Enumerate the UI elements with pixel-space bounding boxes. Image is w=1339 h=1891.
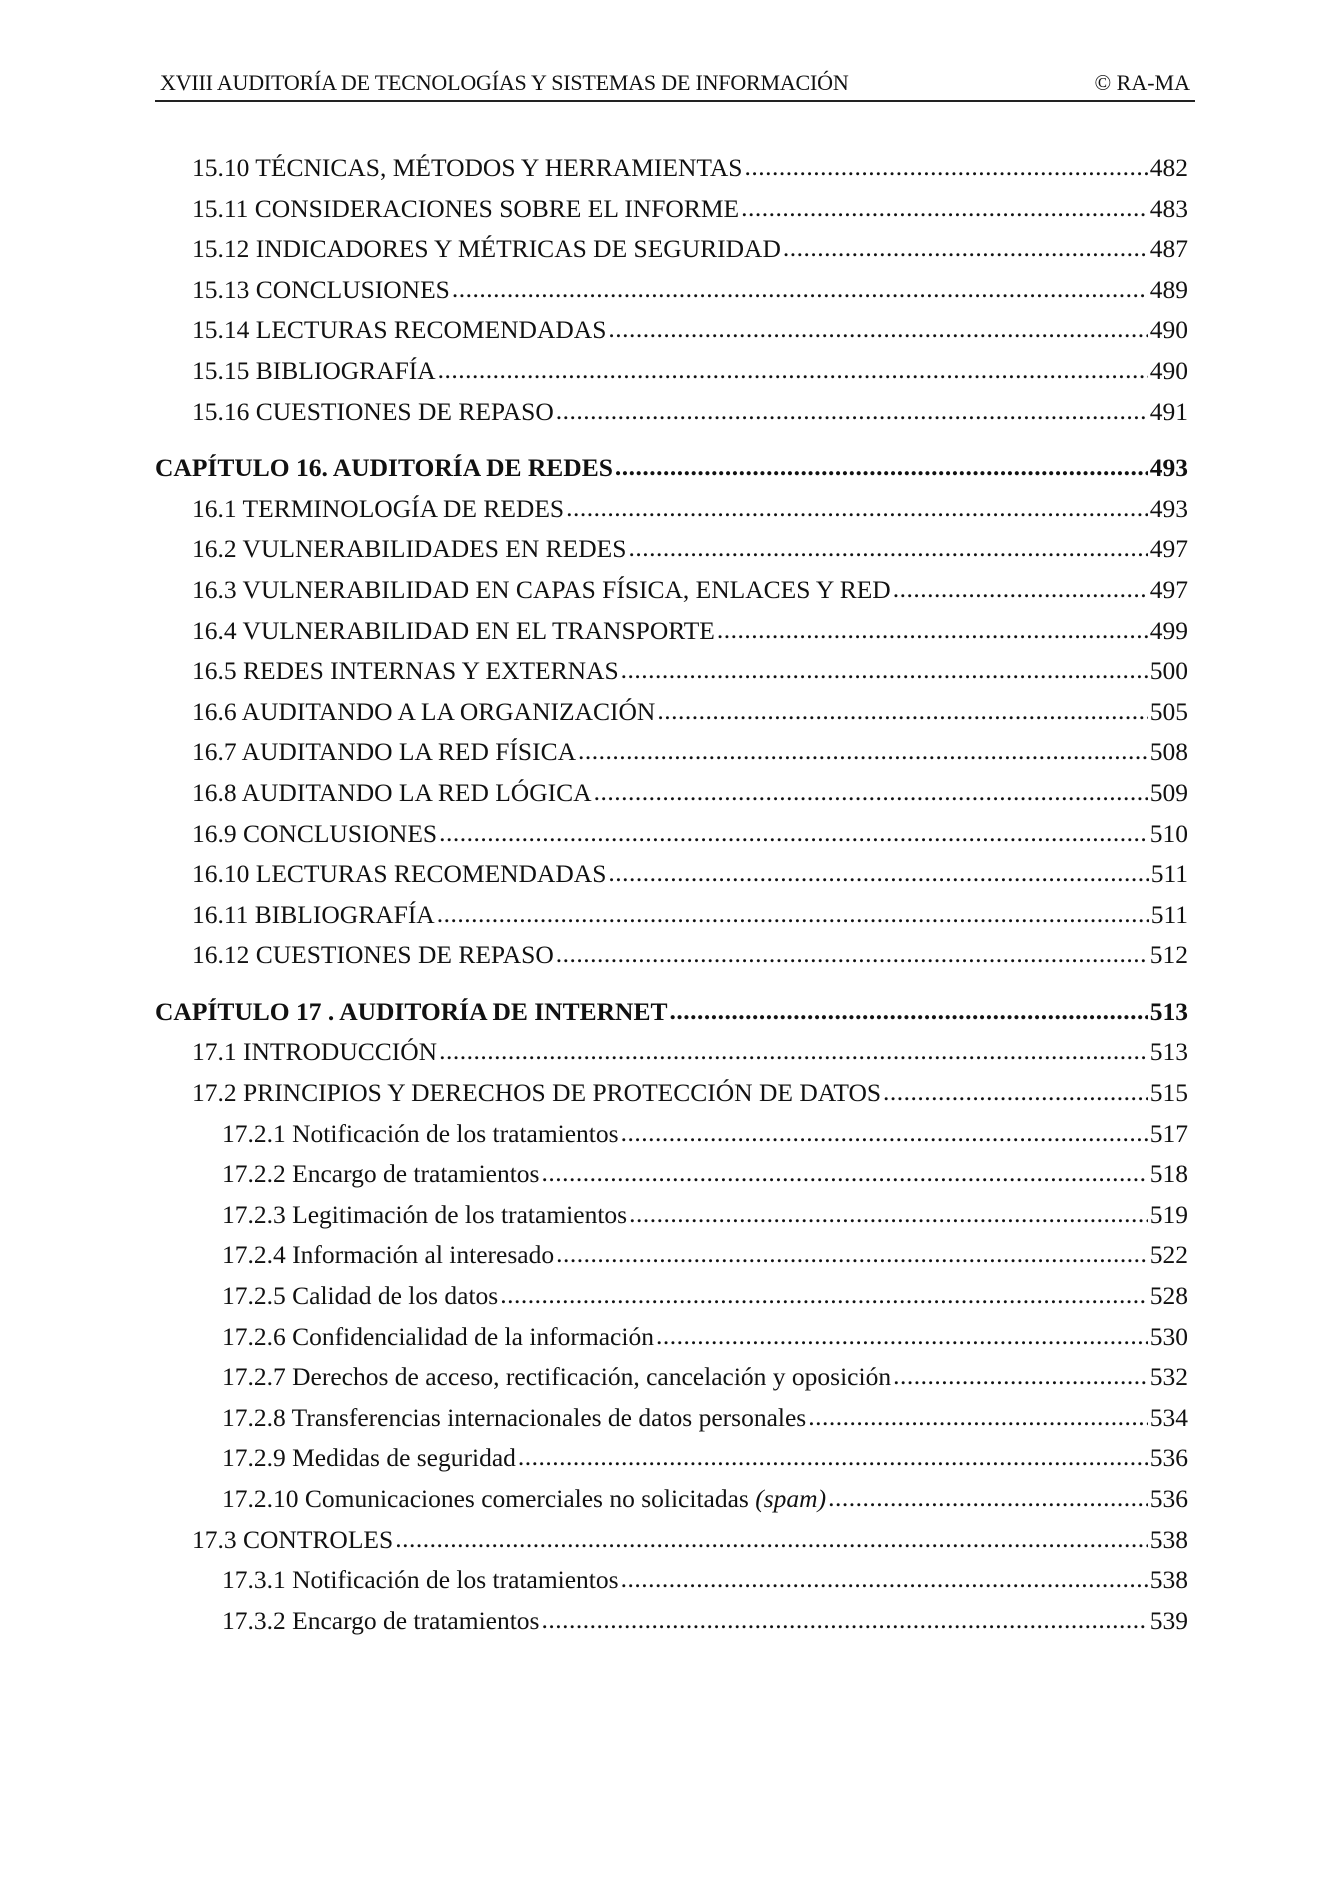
toc-entry-label xyxy=(222,1317,654,1358)
dot-leader xyxy=(608,853,1148,894)
toc-entry-text: 15.16 CUESTIONES DE REPASO xyxy=(192,396,554,426)
toc-chapter-entry[interactable] xyxy=(155,992,1188,1033)
toc-entry-text: 17.2.8 Transferencias internacionales de datos personales xyxy=(222,1402,807,1432)
toc-entry-text: 15.13 CONCLUSIONES xyxy=(192,274,450,304)
dot-leader xyxy=(566,488,1148,529)
toc-entry-label xyxy=(192,1520,393,1561)
toc-entry-text: 15.10 TÉCNICAS, MÉTODOS Y HERRAMIENTAS xyxy=(192,153,743,182)
toc-entry-text: 17.3.1 Notificación de los tratamientos xyxy=(222,1565,619,1595)
toc-entry-label xyxy=(222,1154,539,1195)
toc-entry[interactable] xyxy=(155,570,1188,611)
toc-entry-text: 17.2.9 Medidas de seguridad xyxy=(222,1443,516,1473)
toc-page-number: 490 xyxy=(1149,355,1188,385)
toc-entry[interactable] xyxy=(155,1235,1188,1276)
toc-entry-label xyxy=(222,1601,539,1642)
toc-entry-label xyxy=(222,1398,806,1439)
toc-entry[interactable] xyxy=(155,529,1188,570)
dot-leader xyxy=(452,269,1148,310)
toc-entry-text: 16.2 VULNERABILIDADES EN REDES xyxy=(192,534,627,564)
toc-page-number: 500 xyxy=(1149,656,1188,686)
toc-page-number: 519 xyxy=(1149,1199,1188,1229)
toc-entry-text: 16.7 AUDITANDO LA RED FÍSICA xyxy=(192,737,577,767)
toc-entry[interactable] xyxy=(155,1154,1188,1195)
toc-entry-text: 16.12 CUESTIONES DE REPASO xyxy=(192,940,554,970)
toc-entry-text: 17.2.5 Calidad de los datos xyxy=(222,1281,499,1311)
toc-entry[interactable] xyxy=(155,773,1188,814)
toc-page-number: 517 xyxy=(1149,1118,1188,1148)
toc-page-number: 513 xyxy=(1149,1037,1188,1067)
toc-entry[interactable] xyxy=(155,229,1188,270)
toc-chapter-entry[interactable] xyxy=(155,448,1188,489)
toc-entry-text: CAPÍTULO 16. AUDITORÍA DE REDES xyxy=(155,453,613,483)
toc-entry-label xyxy=(192,895,435,936)
dot-leader xyxy=(621,650,1148,691)
toc-entry[interactable] xyxy=(155,1317,1188,1358)
toc-entry-label xyxy=(192,310,606,351)
toc-entry-text: 17.2.1 Notificación de los tratamientos xyxy=(222,1118,619,1148)
dot-leader xyxy=(657,691,1147,732)
toc-entry-label xyxy=(192,351,436,392)
dot-leader xyxy=(518,1437,1148,1478)
toc-entry-label xyxy=(222,1438,516,1479)
running-header xyxy=(155,66,1195,102)
dot-leader xyxy=(438,350,1148,391)
toc-page-number: 522 xyxy=(1149,1240,1188,1270)
dot-leader xyxy=(741,188,1148,229)
toc-entry[interactable] xyxy=(155,1114,1188,1155)
toc-entry-text: 15.12 INDICADORES Y MÉTRICAS DE SEGURIDAD xyxy=(192,234,781,264)
toc-page-number: 538 xyxy=(1149,1565,1188,1595)
toc-page-number: 499 xyxy=(1149,615,1188,645)
table-of-contents xyxy=(155,148,1188,1641)
toc-entry-label xyxy=(222,1479,826,1520)
toc-page-number: 513 xyxy=(1149,996,1188,1026)
toc-entry-label xyxy=(192,229,781,270)
toc-entry-text: 17.2.3 Legitimación de los tratamientos xyxy=(222,1199,628,1229)
toc-page-number: 512 xyxy=(1149,940,1188,970)
toc-entry-label xyxy=(192,1073,881,1114)
toc-entry[interactable] xyxy=(155,1479,1188,1520)
dot-leader xyxy=(556,391,1148,432)
toc-entry-label xyxy=(192,189,739,230)
toc-page-number: 490 xyxy=(1149,315,1188,345)
toc-entry[interactable] xyxy=(155,351,1188,392)
toc-entry[interactable] xyxy=(155,1560,1188,1601)
toc-page-number: 532 xyxy=(1149,1362,1188,1392)
toc-page-number: 536 xyxy=(1149,1484,1188,1513)
dot-leader xyxy=(621,1559,1148,1600)
dot-leader xyxy=(621,1113,1148,1154)
toc-page-number: 510 xyxy=(1149,818,1188,848)
toc-entry[interactable] xyxy=(155,189,1188,230)
toc-entry-label xyxy=(222,1195,627,1236)
toc-entry[interactable] xyxy=(155,1357,1188,1398)
toc-page-number: 518 xyxy=(1149,1159,1188,1189)
toc-entry-label xyxy=(192,570,891,611)
toc-entry[interactable] xyxy=(155,1195,1188,1236)
dot-leader xyxy=(628,528,1147,569)
dot-leader xyxy=(883,1072,1148,1113)
dot-leader xyxy=(615,447,1148,488)
toc-page-number: 491 xyxy=(1149,396,1188,426)
dot-leader xyxy=(541,1600,1147,1641)
toc-page-number: 511 xyxy=(1150,859,1188,889)
toc-page-number: 536 xyxy=(1149,1443,1188,1473)
toc-entry[interactable] xyxy=(155,310,1188,351)
toc-entry-label xyxy=(192,732,576,773)
toc-entry-label xyxy=(192,854,606,895)
toc-entry[interactable] xyxy=(155,611,1188,652)
toc-page-number: 493 xyxy=(1149,453,1188,483)
toc-entry-label xyxy=(192,529,626,570)
toc-page-number: 497 xyxy=(1149,534,1188,564)
toc-page-number: 482 xyxy=(1149,153,1188,182)
toc-entry-label xyxy=(192,270,450,311)
dot-leader xyxy=(439,1031,1148,1072)
toc-entry-label xyxy=(192,773,592,814)
toc-entry[interactable] xyxy=(155,1276,1188,1317)
dot-leader xyxy=(556,934,1148,975)
toc-page-number: 528 xyxy=(1149,1281,1188,1311)
toc-entry-label xyxy=(192,1032,437,1073)
toc-entry[interactable] xyxy=(155,1032,1188,1073)
toc-entry-text: 16.1 TERMINOLOGÍA DE REDES xyxy=(192,493,565,523)
dot-leader xyxy=(717,610,1148,651)
toc-entry-label xyxy=(192,692,655,733)
toc-entry-text: 17.2.6 Confidencialidad de la información xyxy=(222,1321,654,1351)
toc-entry[interactable] xyxy=(155,148,1188,189)
header-publisher: © RA-MA xyxy=(1094,70,1190,95)
dot-leader xyxy=(656,1316,1148,1357)
dot-leader xyxy=(808,1397,1148,1438)
toc-entry-text: 16.6 AUDITANDO A LA ORGANIZACIÓN xyxy=(192,696,656,726)
dot-leader xyxy=(439,813,1148,854)
toc-entry-text: 16.3 VULNERABILIDAD EN CAPAS FÍSICA, ENLACES Y RED xyxy=(192,574,891,604)
dot-leader xyxy=(500,1275,1148,1316)
toc-entry-label xyxy=(222,1114,619,1155)
toc-entry-text: 17.2.4 Información al interesado xyxy=(222,1240,555,1270)
toc-entry[interactable] xyxy=(155,935,1188,976)
toc-page-number: 538 xyxy=(1149,1524,1188,1554)
toc-page-number: 497 xyxy=(1149,574,1188,604)
toc-entry-text: 17.1 INTRODUCCIÓN xyxy=(192,1037,438,1067)
toc-page-number: 534 xyxy=(1149,1402,1188,1432)
toc-entry[interactable] xyxy=(155,489,1188,530)
toc-entry-text: 16.5 REDES INTERNAS Y EXTERNAS xyxy=(192,656,619,686)
toc-entry-text: 17.2.7 Derechos de acceso, rectificación, cancelación y oposición xyxy=(222,1362,892,1392)
toc-entry-text: 17.2.2 Encargo de tratamientos xyxy=(222,1159,540,1189)
toc-entry-text: 17.3.2 Encargo de tratamientos xyxy=(222,1605,540,1635)
dot-leader xyxy=(828,1478,1148,1519)
dot-leader xyxy=(893,1356,1148,1397)
toc-entry-label xyxy=(192,611,715,652)
toc-entry-label xyxy=(155,448,613,489)
toc-page-number: 530 xyxy=(1149,1321,1188,1351)
dot-leader xyxy=(395,1519,1148,1560)
toc-entry[interactable] xyxy=(155,1073,1188,1114)
dot-leader xyxy=(608,309,1147,350)
toc-entry-label xyxy=(192,489,564,530)
dot-leader xyxy=(556,1234,1148,1275)
toc-entry[interactable] xyxy=(155,814,1188,855)
toc-entry-text: 17.2.10 Comunicaciones comerciales no solicitadas xyxy=(222,1484,756,1513)
toc-entry-text: CAPÍTULO 17 . AUDITORÍA DE INTERNET xyxy=(155,996,668,1026)
dot-leader xyxy=(783,228,1148,269)
toc-entry-text: 16.9 CONCLUSIONES xyxy=(192,818,438,848)
toc-entry[interactable] xyxy=(155,1520,1188,1561)
toc-entry-label xyxy=(222,1276,498,1317)
toc-entry-text: 16.4 VULNERABILIDAD EN EL TRANSPORTE xyxy=(192,615,715,645)
toc-entry-text: 16.10 LECTURAS RECOMENDADAS xyxy=(192,859,607,889)
toc-entry[interactable] xyxy=(155,270,1188,311)
toc-entry[interactable] xyxy=(155,392,1188,433)
dot-leader xyxy=(629,1194,1148,1235)
toc-page-number: 511 xyxy=(1150,899,1188,929)
header-book-title: XVIII AUDITORÍA DE TECNOLOGÍAS Y SISTEMAS DE INFORMACIÓN xyxy=(160,70,849,95)
toc-entry-text: 16.8 AUDITANDO LA RED LÓGICA xyxy=(192,777,592,807)
toc-entry-text: 15.11 CONSIDERACIONES SOBRE EL INFORME xyxy=(192,193,740,223)
toc-page-number: 493 xyxy=(1149,493,1188,523)
dot-leader xyxy=(541,1153,1147,1194)
toc-entry-label xyxy=(222,1560,619,1601)
toc-entry-text: 16.11 BIBLIOGRAFÍA xyxy=(192,899,435,929)
toc-entry-label xyxy=(192,814,437,855)
toc-entry-label xyxy=(192,935,554,976)
toc-entry-label xyxy=(192,651,619,692)
dot-leader xyxy=(437,894,1149,935)
dot-leader xyxy=(745,147,1148,188)
toc-entry[interactable] xyxy=(155,1601,1188,1642)
toc-page-number: 515 xyxy=(1149,1078,1188,1108)
toc-page-number: 509 xyxy=(1149,777,1188,807)
toc-entry-italic-text: (spam) xyxy=(755,1484,827,1513)
toc-entry-label xyxy=(222,1357,891,1398)
toc-entry[interactable] xyxy=(155,732,1188,773)
toc-entry-label xyxy=(192,392,554,433)
dot-leader xyxy=(578,731,1148,772)
toc-entry-text: 15.14 LECTURAS RECOMENDADAS xyxy=(192,315,607,345)
dot-leader xyxy=(669,991,1147,1032)
toc-entry-label xyxy=(222,1235,554,1276)
toc-entry[interactable] xyxy=(155,854,1188,895)
toc-page-number: 539 xyxy=(1149,1605,1188,1635)
dot-leader xyxy=(893,569,1148,610)
toc-page-number: 508 xyxy=(1149,737,1188,767)
toc-page-number: 489 xyxy=(1149,274,1188,304)
toc-entry-label xyxy=(192,148,743,189)
toc-entry[interactable] xyxy=(155,692,1188,733)
toc-entry[interactable] xyxy=(155,1438,1188,1479)
toc-entry-text: 15.15 BIBLIOGRAFÍA xyxy=(192,355,436,385)
toc-entry-text: 17.3 CONTROLES xyxy=(192,1524,394,1554)
toc-entry-text: 17.2 PRINCIPIOS Y DERECHOS DE PROTECCIÓN DE DATOS xyxy=(192,1078,882,1108)
toc-page-number: 487 xyxy=(1149,234,1188,264)
toc-entry[interactable] xyxy=(155,1398,1188,1439)
toc-page-number: 505 xyxy=(1149,696,1188,726)
toc-entry[interactable] xyxy=(155,895,1188,936)
toc-entry-label xyxy=(155,992,667,1033)
dot-leader xyxy=(594,772,1148,813)
toc-page-number: 483 xyxy=(1149,193,1188,223)
toc-entry[interactable] xyxy=(155,651,1188,692)
